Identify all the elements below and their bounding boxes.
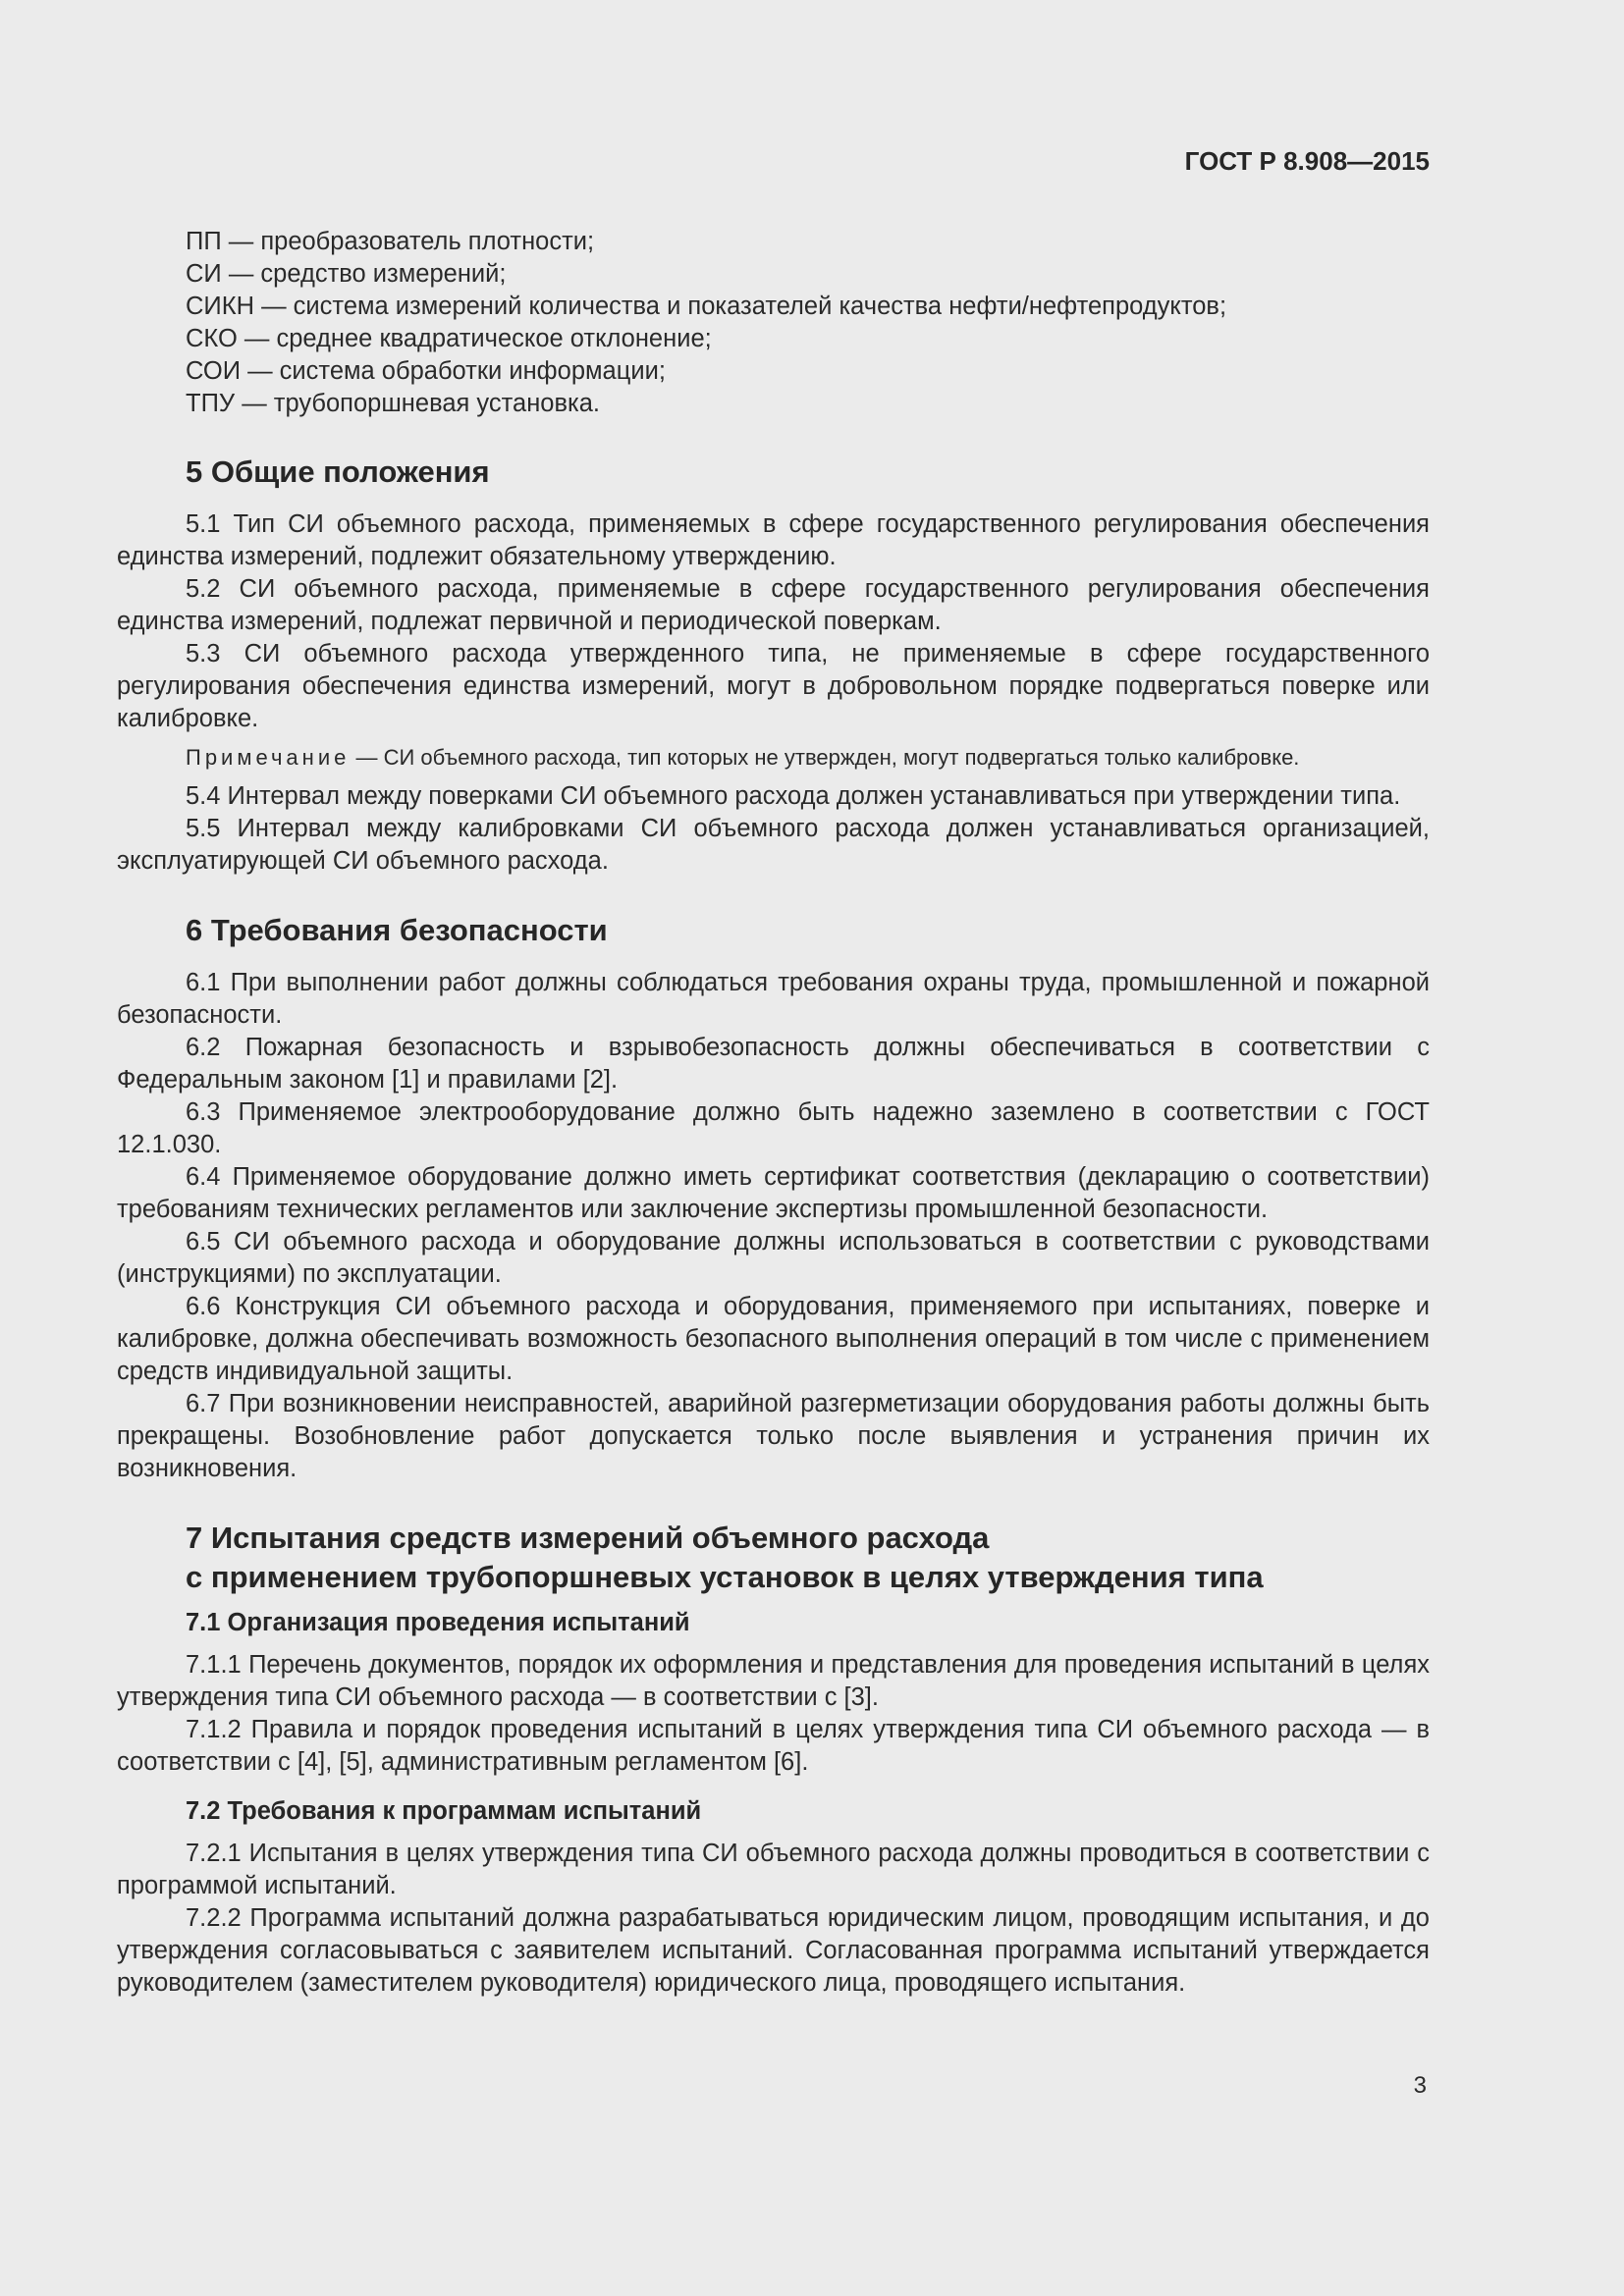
abbreviation-item: СКО — среднее квадратическое отклонение; [186, 325, 712, 352]
section-6-heading: 6 Требования безопасности [186, 913, 608, 947]
note-text: — СИ объемного расхода, тип которых не утвержден, могут подвергаться только калибровке. [350, 745, 1300, 770]
paragraph-5-5: 5.5 Интервал между калибровками СИ объемного расхода должен устанавливаться организацией, эксплуатирующей СИ объемного расхода. [117, 815, 1430, 875]
note-label: Примечание [186, 745, 351, 770]
abbreviation-item: ПП — преобразователь плотности; [186, 228, 595, 255]
paragraph-5-4: 5.4 Интервал между поверками СИ объемного расхода должен устанавливаться при утверждении типа. [186, 782, 1401, 810]
abbreviation-item: СИ — средство измерений; [186, 260, 507, 288]
document-code: ГОСТ Р 8.908—2015 [1184, 146, 1430, 176]
abbreviation-item: СИКН — система измерений количества и показателей качества нефти/нефтепродуктов; [186, 293, 1227, 320]
paragraph-6-6: 6.6 Конструкция СИ объемного расхода и оборудования, применяемого при испытаниях, поверке и калибровке, должна обеспечивать возможность безопасного выполнения операций в том числе с применением средств индивидуальной защиты. [117, 1293, 1430, 1385]
note-5 [117, 743, 1430, 773]
page-content [117, 226, 1430, 2000]
paragraph-7-1-1: 7.1.1 Перечень документов, порядок их оформления и представления для проведения испытаний в целях утверждения типа СИ объемного расхода — в соответствии с [3]. [117, 1651, 1430, 1711]
page-number: 3 [1413, 2072, 1427, 2099]
abbreviation-item: СОИ — система обработки информации; [186, 357, 666, 385]
paragraph-6-5: 6.5 СИ объемного расхода и оборудование должны использоваться в соответствии с руководствами (инструкциями) по эксплуатации. [117, 1228, 1430, 1288]
section-7-heading-line-2: с применением трубопоршневых установок в целях утверждения типа [186, 1560, 1264, 1594]
paragraph-6-1: 6.1 При выполнении работ должны соблюдаться требования охраны труда, промышленной и пожарной безопасности. [117, 969, 1430, 1029]
paragraph-6-7: 6.7 При возникновении неисправностей, аварийной разгерметизации оборудования работы должны быть прекращены. Возобновление работ допускается только после выявления и устранения причин их возникновения. [117, 1390, 1430, 1482]
abbreviations-list [186, 226, 1430, 420]
paragraph-5-2: 5.2 СИ объемного расхода, применяемые в сфере государственного регулирования обеспечения единства измерений, подлежат первичной и периодической поверкам. [117, 575, 1430, 635]
subsection-7-2-heading: 7.2 Требования к программам испытаний [186, 1797, 702, 1825]
section-5-heading: 5 Общие положения [186, 454, 490, 489]
paragraph-5-3: 5.3 СИ объемного расхода утвержденного типа, не применяемые в сфере государственного регулирования обеспечения единства измерений, могут в добровольном порядке подвергаться поверке или калибровке. [117, 640, 1430, 732]
paragraph-5-1: 5.1 Тип СИ объемного расхода, применяемых в сфере государственного регулирования обеспечения единства измерений, подлежит обязательному утверждению. [117, 510, 1430, 570]
paragraph-7-1-2: 7.1.2 Правила и порядок проведения испытаний в целях утверждения типа СИ объемного расхода — в соответствии с [4], [5], административным регламентом [6]. [117, 1716, 1430, 1776]
subsection-7-1-heading: 7.1 Организация проведения испытаний [186, 1609, 690, 1636]
paragraph-6-4: 6.4 Применяемое оборудование должно иметь сертификат соответствия (декларацию о соответствии) требованиям технических регламентов или заключение экспертизы промышленной безопасности. [117, 1163, 1430, 1223]
paragraph-7-2-1: 7.2.1 Испытания в целях утверждения типа СИ объемного расхода должны проводиться в соответствии с программой испытаний. [117, 1840, 1430, 1899]
paragraph-6-2: 6.2 Пожарная безопасность и взрывобезопасность должны обеспечиваться в соответствии с Федеральным законом [1] и правилами [2]. [117, 1034, 1430, 1094]
section-7-heading-line-1: 7 Испытания средств измерений объемного расхода [186, 1521, 990, 1555]
paragraph-7-2-2: 7.2.2 Программа испытаний должна разрабатываться юридическим лицом, проводящим испытания, и до утверждения согласовываться с заявителем испытаний. Согласованная программа испытаний утверждается руководителем (заместителем руководителя) юридического лица, проводящего испытания. [117, 1904, 1430, 1997]
abbreviation-item: ТПУ — трубопоршневая установка. [186, 390, 600, 417]
paragraph-6-3: 6.3 Применяемое электрооборудование должно быть надежно заземлено в соответствии с ГОСТ 12.1.030. [117, 1098, 1430, 1158]
